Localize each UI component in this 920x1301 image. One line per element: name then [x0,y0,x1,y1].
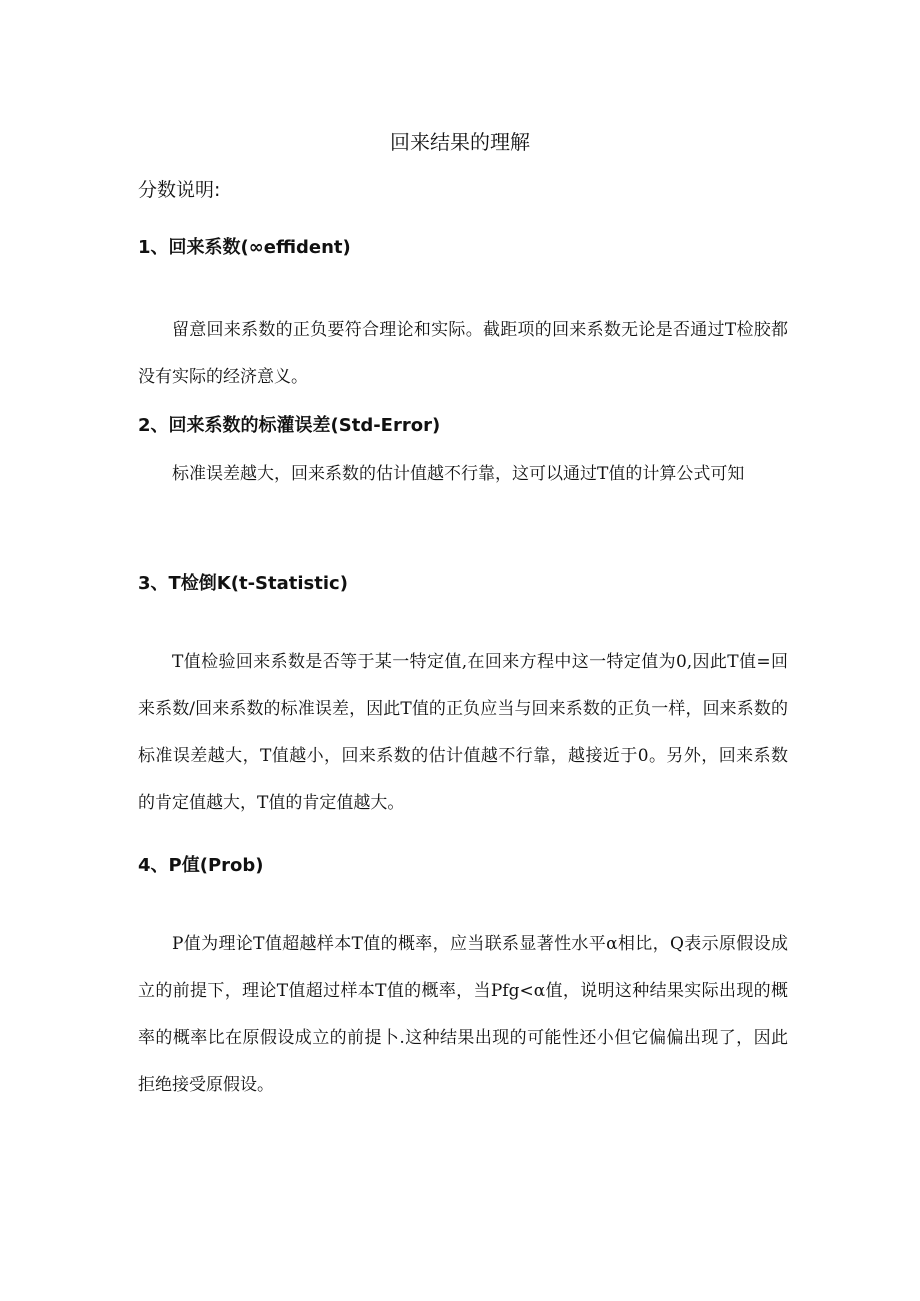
section-1-body: 留意回来系数的正负要符合理论和实际。截距项的回来系数无论是否通过T检胶都没有实际的经济意义。 [138,320,788,387]
section-1-heading: 1、回来系数(∞effident) [138,237,351,258]
section-3-body: T值检验回来系数是否等于某一特定值,在回来方程中这一特定值为0,因此T值=回来系数/回来系数的标准误差，因此T值的正负应当与回来系数的正负一样，回来系数的标准误差越大，T值越小，回来系数的估计值越不行靠，越接近于0。另外，回来系数的肯定值越大，T值的肯定值越大。 [138,652,788,813]
section-2-body: 标准误差越大，回来系数的估计值越不行靠，这可以通过T值的计算公式可知 [172,464,745,484]
section-2-heading: 2、回来系数的标灌误差(Std-Error) [138,415,441,436]
document-title: 回来结果的理解 [390,130,530,154]
section-3-heading: 3、T检倒K(t-Statistic) [138,573,348,594]
document-subtitle: 分数说明: [138,179,221,201]
section-4-body: P值为理论T值超越样本T值的概率，应当联系显著性水平α相比，Q表示原假设成立的前提下，理论T值超过样本T值的概率，当Pfg<α值，说明这种结果实际出现的概率的概率比在原假设成立的前提卜.这种结果出现的可能性还小但它偏偏出现了，因此拒绝接受原假设。 [138,934,788,1095]
section-4-heading: 4、P值(Prob) [138,855,264,876]
